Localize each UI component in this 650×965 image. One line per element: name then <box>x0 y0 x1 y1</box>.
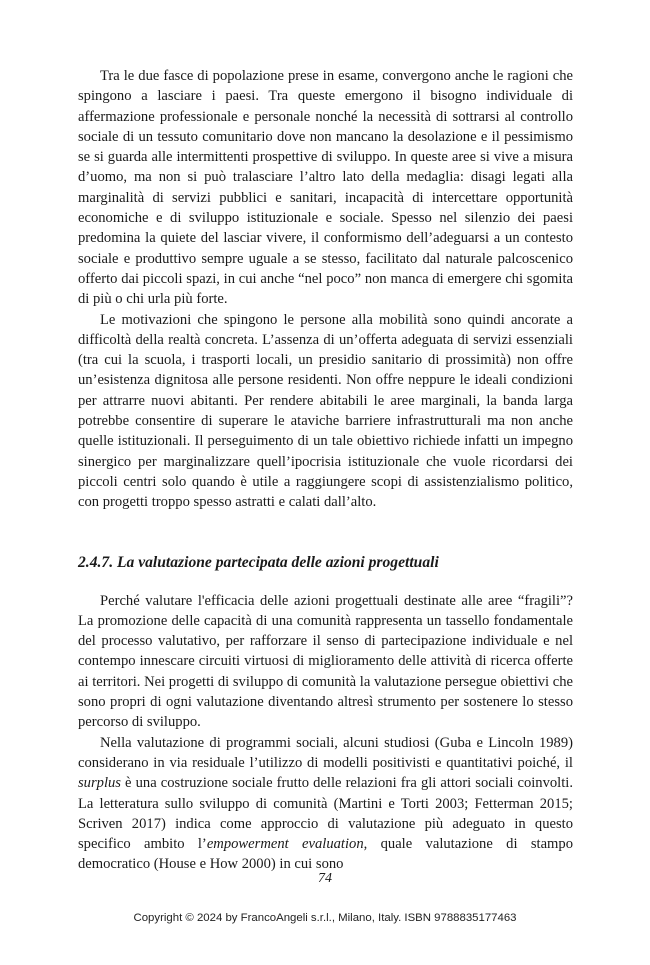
paragraph-4 <box>78 733 573 875</box>
paragraph-1: Tra le due fasce di popolazione prese in esame, convergono anche le ragioni che spingono a lasciare i paesi. Tra queste emergono il bisogno individuale di affermazione professionale e personale nonché la necessità di sottrarsi al controllo sociale di un tessuto comunitario dove non mancano la desolazione e il pessimismo se si guarda alle intermittenti prospettive di sviluppo. In queste aree si vive a misura d’uomo, ma non si può tralasciare l’altro lato della medaglia: disagi legati alla marginalità di servizi pubblici e sanitari, incapacità di intercettare opportunità economiche e di sviluppo istituzionale e sociale. Spesso nel silenzio dei paesi predomina la quiete del lasciar vivere, il conformismo dell’adeguarsi a un contesto sociale e produttivo sempre uguale a se stesso, facilitato dal naturale palcoscenico offerto dai piccoli spazi, in cui anche “nel poco” non manca di emergere chi sgomita di più o chi urla più forte. <box>78 68 573 308</box>
paragraph-4-italic-empowerment: empowerment evaluation <box>206 836 364 853</box>
section-heading: 2.4.7. La valutazione partecipata delle azioni progettuali <box>78 553 439 571</box>
copyright-notice: Copyright © 2024 by FrancoAngeli s.r.l., Milano, Italy. ISBN 9788835177463 <box>133 912 517 924</box>
paragraph-4-italic-surplus: surplus <box>78 775 121 792</box>
paragraph-4-text-3: , quale valutazione di stampo democratico (House e How 2000) in cui sono <box>78 836 573 873</box>
paragraph-2: Le motivazioni che spingono le persone alla mobilità sono quindi ancorate a difficoltà della realtà concreta. L’assenza di un’offerta adeguata di servizi essenziali (tra cui la scuola, i trasporti locali, un presidio sanitario di prossimità) non offre un’esistenza dignitosa alle persone residenti. Non offre neppure le ideali condizioni per attrarre nuovi abitanti. Per rendere abitabili le aree marginali, la banda larga potrebbe consentire di superare le ataviche barriere infrastrutturali ma non anche quelle istituzionali. Il perseguimento di un tale obiettivo richiede infatti un impegno sinergico per marginalizzare quell’ipocrisia istituzionale che vuole ricordarsi dei piccoli centri solo quando è utile a raggiungere scopi di assistenzialismo politico, con progetti troppo spesso astratti e calati dall’alto. <box>78 311 573 511</box>
paragraph-4-text-2: è una costruzione sociale frutto delle relazioni fra gli attori sociali coinvolti. La letteratura sullo sviluppo di comunità (Martini e Torti 2003; Fetterman 2015; Scriven 2017) indica come approccio di valutazione più adeguato in questo specifico ambito l’ <box>78 775 573 853</box>
paragraph-4-text-1: Nella valutazione di programmi sociali, alcuni studiosi (Guba e Lincoln 1989) considerano in via residuale l’utilizzo di modelli positivisti e quantitativi poiché, il <box>78 734 573 771</box>
page-number: 74 <box>318 871 332 886</box>
paragraph-3: Perché valutare l'efficacia delle azioni progettuali destinate alle aree “fragili”? La promozione delle capacità di una comunità rappresenta un tassello fondamentale del processo valutativo, per rafforzare il senso di partecipazione individuale e nel contempo innescare circuiti virtuosi di miglioramento delle attività di ricerca offerte ai territori. Nei progetti di sviluppo di comunità la valutazione persegue obiettivi che sono propri di ogni valutazione diventando altresì strumento per sostenere lo stesso percorso di sviluppo. <box>78 592 573 731</box>
page-body <box>78 66 573 875</box>
